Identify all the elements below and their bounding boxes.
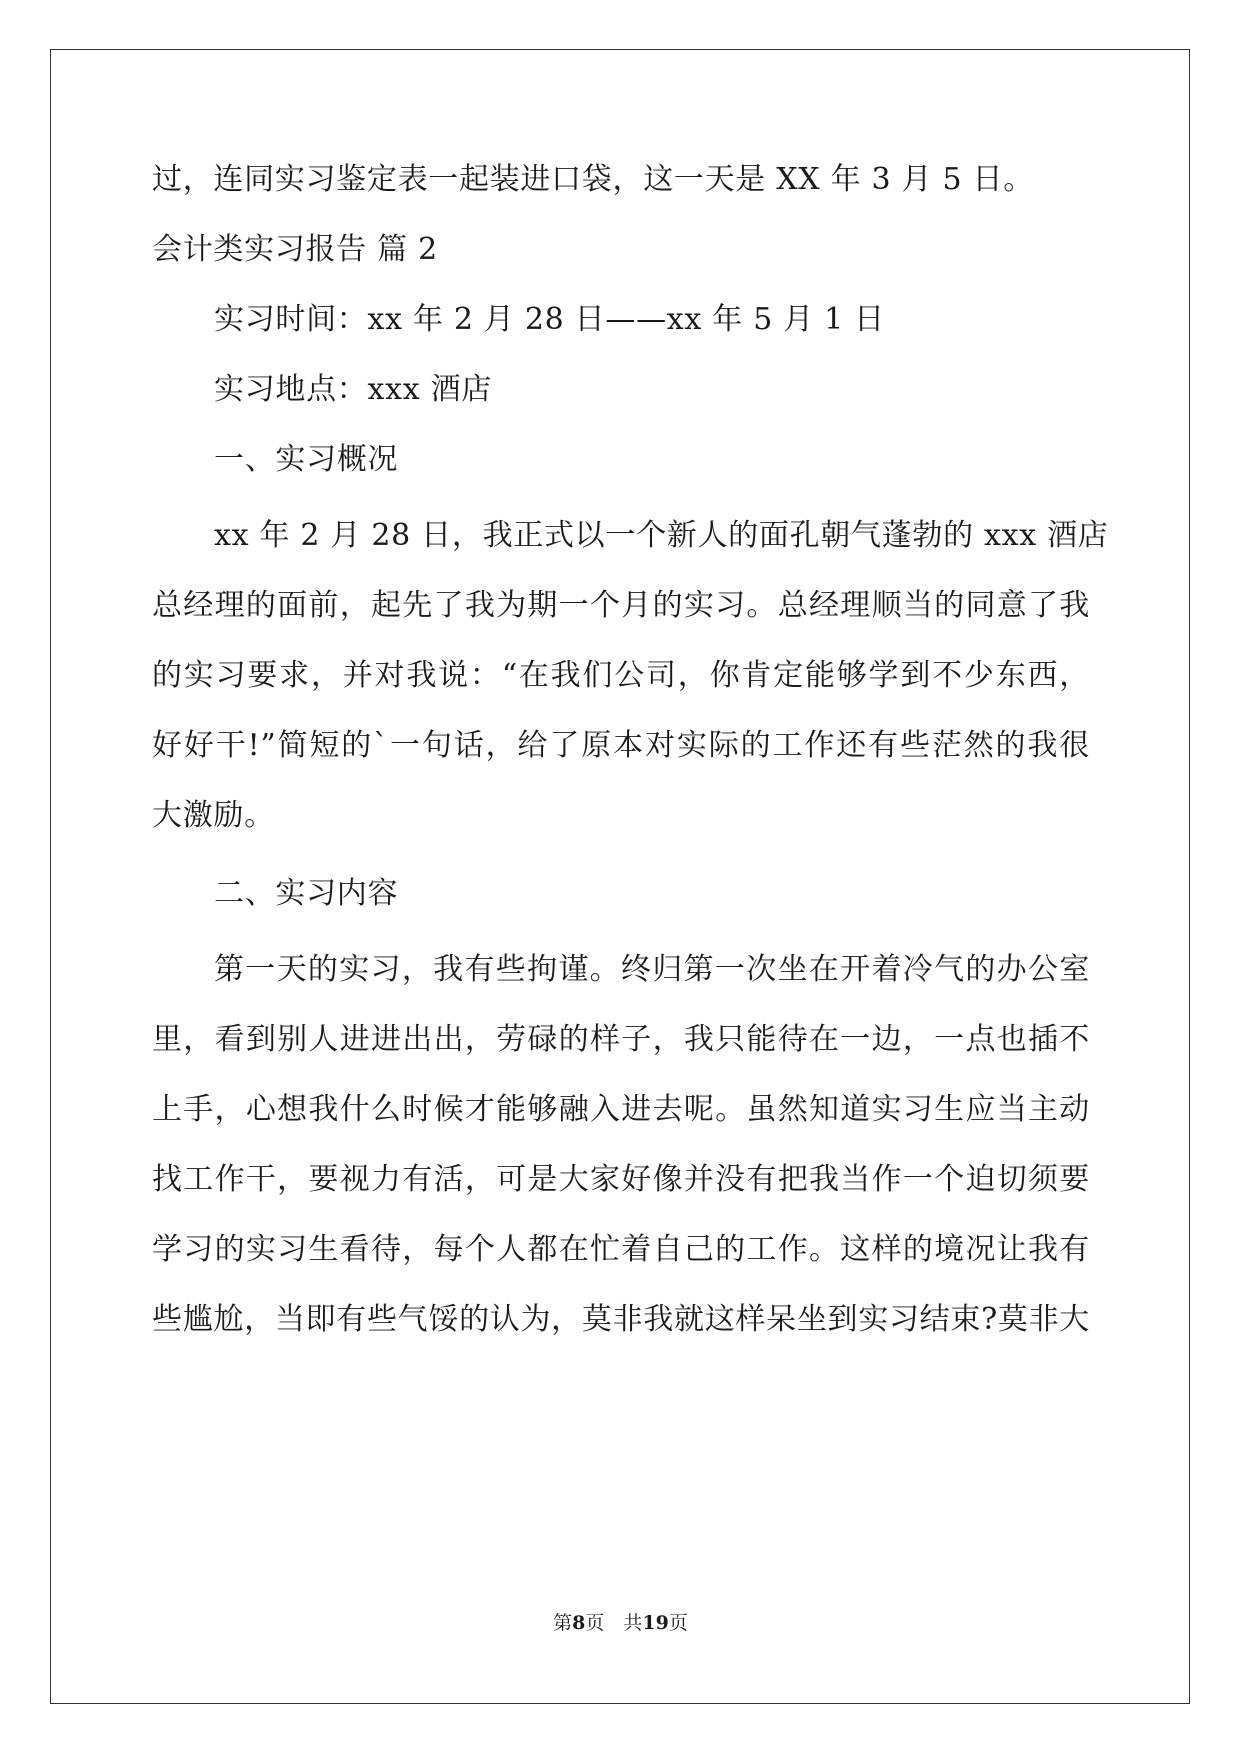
paragraph-line: 上手，心想我什么时候才能够融入进去呢。虽然知道实习生应当主动 xyxy=(152,1092,1090,1127)
paragraph-line: 里，看到别人进进出出，劳碌的样子，我只能待在一边，一点也插不 xyxy=(152,1022,1090,1057)
paragraph-line: 总经理的面前，起先了我为期一个月的实习。总经理顺当的同意了我 xyxy=(152,588,1090,623)
section-title: 会计类实习报告 篇 2 xyxy=(152,232,438,267)
heading-content: 二、实习内容 xyxy=(214,876,399,911)
paragraph-line: 找工作干，要视力有活，可是大家好像并没有把我当作一个迫切须要 xyxy=(152,1162,1090,1197)
paragraph-line: 些尴尬，当即有些气馁的认为，莫非我就这样呆坐到实习结束?莫非大 xyxy=(152,1302,1090,1337)
footer-suffix: 页 xyxy=(668,1612,688,1634)
footer-page-number: 8 xyxy=(572,1612,586,1634)
paragraph-line: xx 年 2 月 28 日，我正式以一个新人的面孔朝气蓬勃的 xxx 酒店 xyxy=(214,518,1109,553)
paragraph-line: 大激励。 xyxy=(152,798,275,833)
footer-prefix: 第 xyxy=(553,1612,573,1634)
internship-location: 实习地点：xxx 酒店 xyxy=(214,372,492,407)
paragraph-line: 过，连同实习鉴定表一起装进口袋，这一天是 XX 年 3 月 5 日。 xyxy=(152,162,1034,197)
page-footer xyxy=(0,1610,1241,1636)
internship-time: 实习时间：xx 年 2 月 28 日——xx 年 5 月 1 日 xyxy=(214,302,885,337)
heading-overview: 一、实习概况 xyxy=(214,442,399,477)
footer-total-pages: 19 xyxy=(642,1612,669,1634)
paragraph-line: 好好干!”简短的`一句话，给了原本对实际的工作还有些茫然的我很 xyxy=(152,728,1090,763)
paragraph-line: 第一天的实习，我有些拘谨。终归第一次坐在开着冷气的办公室 xyxy=(214,952,1090,987)
paragraph-line: 学习的实习生看待，每个人都在忙着自己的工作。这样的境况让我有 xyxy=(152,1232,1090,1267)
footer-mid: 页 共 xyxy=(585,1612,643,1634)
paragraph-line: 的实习要求，并对我说：“在我们公司，你肯定能够学到不少东西， xyxy=(152,658,1090,693)
